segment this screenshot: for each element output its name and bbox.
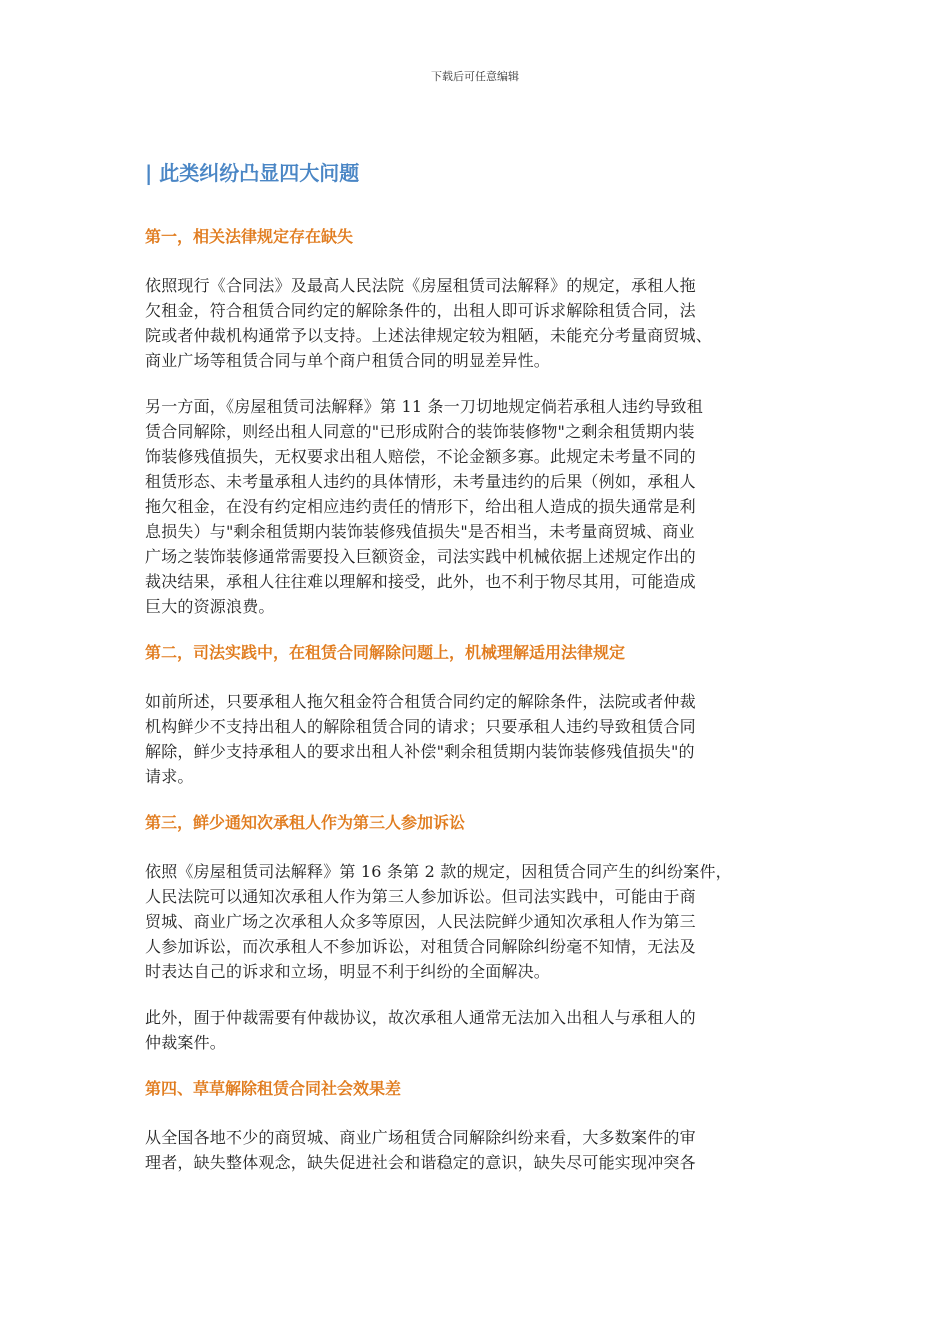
paragraph: 依照《房屋租赁司法解释》第 16 条第 2 款的规定，因租赁合同产生的纠纷案件， 人民法院可以通知次承租人作为第三人参加诉讼。但司法实践中，可能由于商 贸城、商业广场之次承租人众多等原因，人民法院鲜少通知次承租人作为第三 人参加诉讼，而次承租人不参加诉讼，对租赁合同解除纠纷毫不知情，无法及 时表达自己的诉求和立场，明显不利于纠纷的全面解决。 (145, 862, 732, 981)
paragraph: 另一方面，《房屋租赁司法解释》第 11 条一刀切地规定倘若承租人违约导致租 赁合同解除，则经出租人同意的"已形成附合的装饰装修物"之剩余租赁期内装 饰装修残值损失，无权要求出租人赔偿，不论金额多寡。此规定未考量不同的 租赁形态、未考量承租人违约的具体情形，未考量违约的后果（例如，承租人 拖欠租金，在没有约定相应违约责任的情形下，给出租人造成的损失通常是利 息损失）与"剩余租赁期内装饰装修残值损失"是否相当，未考量商贸城、商业 广场之装饰装修通常需要投入巨额资金，司法实践中机械依据上述规定作出的 裁决结果，承租人往往难以理解和接受，此外，也不利于物尽其用，可能造成 巨大的资源浪费。 (145, 397, 703, 616)
article-body (145, 155, 810, 1196)
heading-third-issue: 第三，鲜少通知次承租人作为第三人参加诉讼 (145, 813, 466, 832)
paragraph: 此外，囿于仲裁需要有仲裁协议，故次承租人通常无法加入出租人与承租人的 仲裁案件。 (145, 1008, 696, 1052)
heading-first-issue: 第一，相关法律规定存在缺失 (145, 227, 354, 246)
heading-second-issue: 第二，司法实践中，在租赁合同解除问题上，机械理解适用法律规定 (145, 643, 626, 662)
heading-fourth-issue: 第四、草草解除租赁合同社会效果差 (145, 1079, 402, 1098)
paragraph: 如前所述，只要承租人拖欠租金符合租赁合同约定的解除条件，法院或者仲裁 机构鲜少不支持出租人的解除租赁合同的请求；只要承租人违约导致租赁合同 解除，鲜少支持承租人的要求出租人补偿"剩余租赁期内装饰装修残值损失"的 请求。 (145, 692, 696, 786)
header-note: 下载后可任意编辑 (431, 70, 519, 83)
section-title: | 此类纠纷凸显四大问题 (145, 161, 360, 185)
paragraph: 从全国各地不少的商贸城、商业广场租赁合同解除纠纷来看，大多数案件的审 理者，缺失整体观念，缺失促进社会和谐稳定的意识，缺失尽可能实现冲突各 (145, 1128, 696, 1172)
paragraph: 依照现行《合同法》及最高人民法院《房屋租赁司法解释》的规定，承租人拖 欠租金，符合租赁合同约定的解除条件的，出租人即可诉求解除租赁合同，法 院或者仲裁机构通常予以支持。上述法律规定较为粗陋，未能充分考量商贸城、 商业广场等租赁合同与单个商户租赁合同的明显差异性。 (145, 276, 713, 370)
